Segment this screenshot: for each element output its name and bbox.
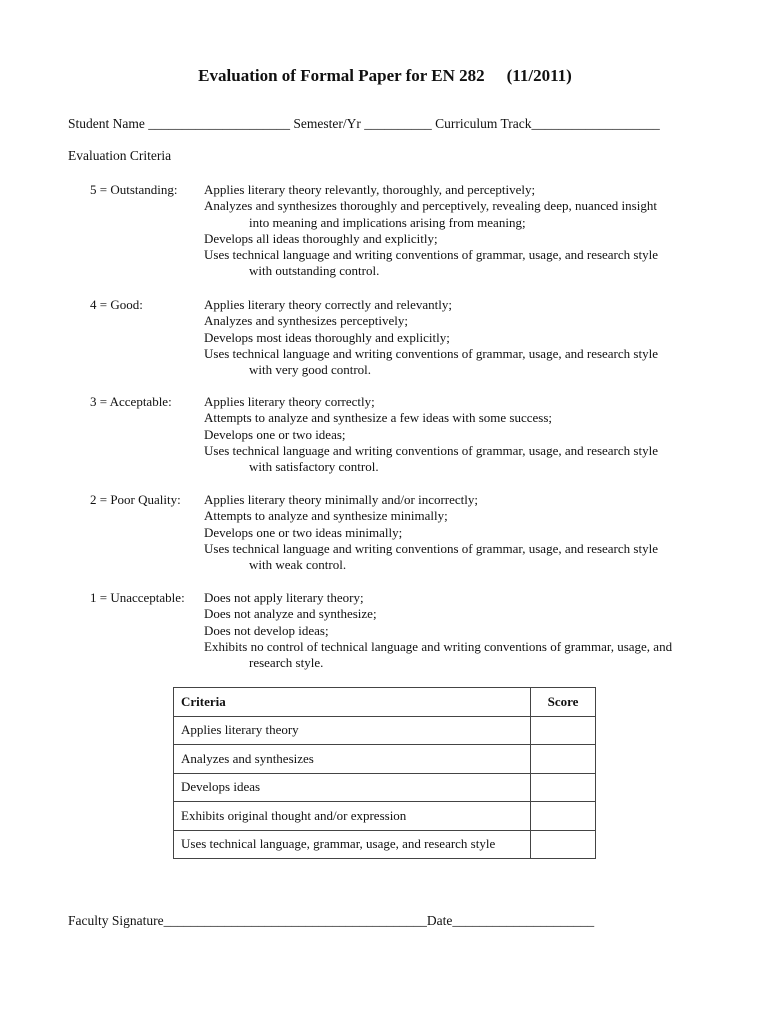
table-row (174, 830, 596, 859)
score-column-header: Score (531, 688, 596, 717)
description-text: Attempts to analyze and synthesize minimally; (204, 508, 448, 524)
description-text: Does not apply literary theory; (204, 590, 364, 605)
description-text: Does not analyze and synthesize; (204, 606, 377, 622)
description-text: Uses technical language and writing conventions of grammar, usage, and research style (204, 247, 658, 263)
table-row (174, 773, 596, 802)
description-text: Develops one or two ideas; (204, 426, 346, 442)
score-cell[interactable] (531, 716, 596, 745)
description-text: Develops all ideas thoroughly and explicitly; (204, 230, 438, 246)
description-text: Applies literary theory relevantly, thoroughly, and perceptively; (204, 182, 536, 197)
criteria-description-line (204, 182, 714, 198)
criteria-column-header: Criteria (174, 688, 531, 717)
description-text: Applies literary theory correctly and relevantly; (204, 297, 452, 312)
table-row (174, 716, 596, 745)
description-text: Attempts to analyze and synthesize a few ideas with some success; (204, 410, 553, 426)
description-text: Analyzes and synthesizes thoroughly and perceptively, revealing deep, nuanced insight (204, 198, 657, 214)
criteria-cell: Exhibits original thought and/or expression (174, 802, 531, 831)
criteria-description-line (204, 231, 714, 247)
criteria-description-line (204, 508, 714, 524)
criteria-description-line (204, 297, 714, 313)
score-table (173, 687, 596, 859)
table-row (174, 745, 596, 774)
criteria-description-line (204, 198, 714, 231)
criteria-level-label: 3 = Acceptable: (90, 394, 172, 409)
faculty-signature-line: Faculty Signature_______________________________________Date_____________________ (68, 913, 595, 928)
description-text: Uses technical language and writing conventions of grammar, usage, and research style (204, 345, 658, 361)
description-continuation: into meaning and implications arising from meaning; (249, 214, 526, 230)
criteria-description-line (204, 346, 714, 379)
description-text: Applies literary theory minimally and/or incorrectly; (204, 492, 479, 507)
score-cell[interactable] (531, 802, 596, 831)
criteria-descriptions (204, 492, 714, 573)
criteria-description-line (204, 313, 714, 329)
criteria-level-label: 1 = Unacceptable: (90, 590, 185, 605)
criteria-description-line (204, 525, 714, 541)
criteria-description-line (204, 492, 714, 508)
score-cell[interactable] (531, 830, 596, 859)
description-continuation: with satisfactory control. (249, 459, 379, 475)
criteria-description-line (204, 541, 714, 574)
table-row (174, 802, 596, 831)
description-text: Uses technical language and writing conventions of grammar, usage, and research style (204, 442, 658, 458)
description-text: Uses technical language and writing conventions of grammar, usage, and research style (204, 540, 658, 556)
description-text: Exhibits no control of technical language and writing conventions of grammar, usage, and (204, 638, 673, 654)
score-cell[interactable] (531, 773, 596, 802)
criteria-cell: Analyzes and synthesizes (174, 745, 531, 774)
criteria-description-line (204, 639, 714, 672)
description-text: Applies literary theory correctly; (204, 394, 375, 409)
criteria-description-line (204, 394, 714, 410)
criteria-description-line (204, 410, 714, 426)
criteria-description-line (204, 443, 714, 476)
criteria-descriptions (204, 394, 714, 475)
criteria-description-line (204, 247, 714, 280)
criteria-cell: Uses technical language, grammar, usage, and research style (174, 830, 531, 859)
title-date: (11/2011) (506, 66, 572, 85)
criteria-description-line (204, 590, 714, 606)
criteria-description-line (204, 427, 714, 443)
description-continuation: research style. (249, 655, 324, 671)
description-text: Develops most ideas thoroughly and explicitly; (204, 329, 450, 345)
criteria-description-line (204, 606, 714, 622)
page-title (0, 66, 770, 86)
description-continuation: with very good control. (249, 362, 372, 378)
score-cell[interactable] (531, 745, 596, 774)
criteria-descriptions (204, 297, 714, 378)
description-continuation: with weak control. (249, 557, 347, 573)
score-table-header-row (174, 688, 596, 717)
criteria-description-line (204, 330, 714, 346)
title-main: Evaluation of Formal Paper for EN 282 (198, 66, 485, 85)
criteria-cell: Applies literary theory (174, 716, 531, 745)
criteria-descriptions (204, 182, 714, 280)
criteria-level-label: 4 = Good: (90, 297, 143, 312)
student-info-line: Student Name _____________________ Semester/Yr __________ Curriculum Track___________________ (68, 116, 660, 131)
description-text: Analyzes and synthesizes perceptively; (204, 313, 408, 329)
criteria-descriptions (204, 590, 714, 671)
criteria-level-label: 2 = Poor Quality: (90, 492, 181, 507)
criteria-level-label: 5 = Outstanding: (90, 182, 178, 197)
description-text: Does not develop ideas; (204, 622, 329, 638)
description-text: Develops one or two ideas minimally; (204, 524, 403, 540)
criteria-cell: Develops ideas (174, 773, 531, 802)
description-continuation: with outstanding control. (249, 263, 380, 279)
evaluation-criteria-heading: Evaluation Criteria (68, 148, 172, 163)
criteria-description-line (204, 623, 714, 639)
